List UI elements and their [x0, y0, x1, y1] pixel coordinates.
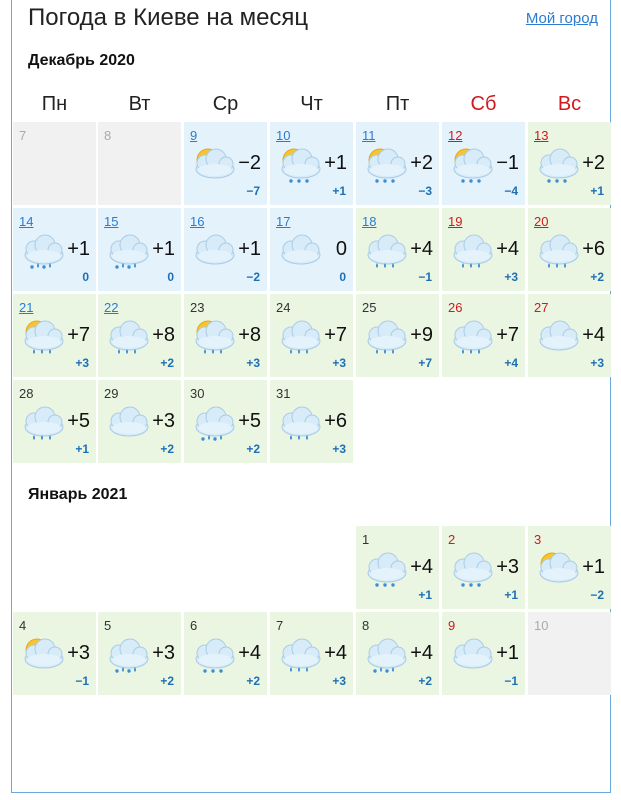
day-cell[interactable] — [442, 294, 525, 377]
day-number: 1 — [362, 532, 370, 547]
day-cell[interactable] — [528, 122, 611, 205]
day-cell[interactable] — [356, 122, 439, 205]
day-cell[interactable] — [356, 294, 439, 377]
cloud-icon — [362, 228, 412, 274]
night-temperature: +4 — [504, 356, 518, 370]
sun-cloud-icon — [276, 142, 326, 188]
day-number[interactable]: 11 — [362, 128, 376, 143]
page-title: Погода в Киеве на месяц — [28, 4, 309, 31]
month-title: Январь 2021 — [28, 486, 128, 503]
day-temperature: +2 — [410, 152, 433, 174]
day-number[interactable]: 20 — [534, 214, 549, 229]
day-number[interactable]: 17 — [276, 214, 291, 229]
day-temperature: +2 — [582, 152, 605, 174]
cloud-icon — [190, 400, 240, 446]
day-cell[interactable] — [528, 294, 611, 377]
day-temperature: +4 — [496, 238, 519, 260]
day-temperature: +1 — [324, 152, 347, 174]
night-temperature: +3 — [590, 356, 604, 370]
night-temperature: −4 — [504, 184, 518, 198]
day-number: 30 — [190, 386, 205, 401]
day-temperature: +1 — [238, 238, 261, 260]
day-temperature: −2 — [238, 152, 261, 174]
day-cell[interactable] — [442, 208, 525, 291]
night-temperature: +1 — [332, 184, 346, 198]
cloud-icon — [534, 228, 584, 274]
cloud-icon — [362, 546, 412, 592]
cloud-icon — [448, 314, 498, 360]
day-number: 8 — [104, 128, 112, 143]
day-cell[interactable] — [184, 208, 267, 291]
day-number: 6 — [190, 618, 198, 633]
sun-cloud-icon — [362, 142, 412, 188]
cloud-icon — [104, 632, 154, 678]
day-number[interactable]: 18 — [362, 214, 377, 229]
day-number[interactable]: 22 — [104, 300, 119, 315]
day-temperature: +8 — [152, 324, 175, 346]
day-cell[interactable] — [270, 208, 353, 291]
day-cell[interactable] — [98, 294, 181, 377]
day-cell[interactable] — [184, 612, 267, 695]
cloud-icon — [448, 632, 498, 678]
weekday-header: Сб — [470, 93, 497, 115]
day-number: 26 — [448, 300, 463, 315]
night-temperature: +2 — [246, 442, 260, 456]
day-temperature: +1 — [496, 642, 519, 664]
day-number: 10 — [534, 618, 549, 633]
day-number: 27 — [534, 300, 549, 315]
cloud-icon — [362, 632, 412, 678]
day-temperature: +4 — [410, 642, 433, 664]
weekday-header: Пн — [41, 93, 68, 115]
cloud-icon — [276, 228, 326, 274]
day-number[interactable]: 16 — [190, 214, 205, 229]
day-temperature: +6 — [324, 410, 347, 432]
night-temperature: +2 — [246, 674, 260, 688]
day-cell[interactable] — [270, 380, 353, 463]
day-cell[interactable] — [13, 208, 96, 291]
day-cell[interactable] — [356, 208, 439, 291]
day-cell[interactable] — [270, 122, 353, 205]
cloud-icon — [276, 314, 326, 360]
night-temperature: −2 — [246, 270, 260, 284]
day-cell[interactable] — [356, 612, 439, 695]
day-cell[interactable] — [13, 380, 96, 463]
day-temperature: −1 — [496, 152, 519, 174]
night-temperature: +3 — [246, 356, 260, 370]
day-number: 2 — [448, 532, 456, 547]
day-number: 28 — [19, 386, 34, 401]
day-cell[interactable] — [184, 380, 267, 463]
day-cell[interactable] — [98, 380, 181, 463]
day-temperature: +1 — [67, 238, 90, 260]
day-number: 7 — [19, 128, 27, 143]
night-temperature: 0 — [167, 270, 174, 284]
day-cell — [98, 122, 181, 205]
night-temperature: +2 — [160, 356, 174, 370]
day-temperature: +4 — [410, 238, 433, 260]
night-temperature: +2 — [160, 442, 174, 456]
night-temperature: −1 — [75, 674, 89, 688]
night-temperature: +1 — [590, 184, 604, 198]
day-cell[interactable] — [356, 526, 439, 609]
cloud-icon — [534, 314, 584, 360]
night-temperature: +3 — [332, 356, 346, 370]
cloud-icon — [448, 546, 498, 592]
night-temperature: −2 — [590, 588, 604, 602]
night-temperature: +2 — [160, 674, 174, 688]
day-number: 31 — [276, 386, 291, 401]
sun-cloud-icon — [19, 314, 69, 360]
day-temperature: +7 — [324, 324, 347, 346]
day-cell[interactable] — [184, 122, 267, 205]
day-temperature: +5 — [67, 410, 90, 432]
day-number: 7 — [276, 618, 284, 633]
day-cell[interactable] — [13, 612, 96, 695]
night-temperature: −1 — [418, 270, 432, 284]
night-temperature: +3 — [332, 674, 346, 688]
month-title: Декабрь 2020 — [28, 52, 135, 69]
day-temperature: +4 — [238, 642, 261, 664]
cloud-icon — [104, 400, 154, 446]
day-number: 23 — [190, 300, 205, 315]
day-cell[interactable] — [442, 122, 525, 205]
day-cell[interactable] — [98, 208, 181, 291]
day-temperature: +6 — [582, 238, 605, 260]
day-number: 4 — [19, 618, 27, 633]
night-temperature: +1 — [418, 588, 432, 602]
day-cell[interactable] — [528, 526, 611, 609]
night-temperature: −3 — [418, 184, 432, 198]
day-number[interactable]: 21 — [19, 300, 34, 315]
cloud-icon — [104, 314, 154, 360]
sun-cloud-icon — [190, 142, 240, 188]
day-cell[interactable] — [184, 294, 267, 377]
night-temperature: 0 — [82, 270, 89, 284]
day-number[interactable]: 12 — [448, 128, 463, 143]
weekday-header: Вс — [557, 93, 582, 115]
night-temperature: −7 — [246, 184, 260, 198]
day-temperature: +1 — [152, 238, 175, 260]
sun-cloud-icon — [19, 632, 69, 678]
day-temperature: +5 — [238, 410, 261, 432]
day-temperature: +3 — [152, 410, 175, 432]
day-temperature: +4 — [324, 642, 347, 664]
cloud-icon — [534, 142, 584, 188]
day-number: 25 — [362, 300, 377, 315]
day-cell[interactable] — [442, 612, 525, 695]
day-number: 9 — [448, 618, 456, 633]
day-temperature: +1 — [582, 556, 605, 578]
day-number: 29 — [104, 386, 119, 401]
cloud-icon — [104, 228, 154, 274]
cloud-icon — [362, 314, 412, 360]
day-cell[interactable] — [442, 526, 525, 609]
day-number: 24 — [276, 300, 291, 315]
cloud-icon — [276, 400, 326, 446]
day-temperature: +4 — [582, 324, 605, 346]
day-number[interactable]: 19 — [448, 214, 463, 229]
day-number[interactable]: 14 — [19, 214, 34, 229]
cloud-icon — [19, 228, 69, 274]
day-temperature: +3 — [67, 642, 90, 664]
day-number[interactable]: 15 — [104, 214, 119, 229]
night-temperature: −1 — [504, 674, 518, 688]
weekday-header: Вт — [128, 93, 151, 115]
night-temperature: +3 — [504, 270, 518, 284]
day-number[interactable]: 13 — [534, 128, 549, 143]
sun-cloud-icon — [448, 142, 498, 188]
day-cell — [528, 612, 611, 695]
my-city-link[interactable]: Мой город — [525, 10, 598, 27]
day-temperature: +3 — [152, 642, 175, 664]
cloud-icon — [276, 632, 326, 678]
day-number: 3 — [534, 532, 542, 547]
day-cell[interactable] — [98, 612, 181, 695]
night-temperature: 0 — [339, 270, 346, 284]
day-cell[interactable] — [13, 294, 96, 377]
day-temperature: +9 — [410, 324, 433, 346]
night-temperature: +2 — [418, 674, 432, 688]
sun-cloud-icon — [534, 546, 584, 592]
day-cell[interactable] — [528, 208, 611, 291]
weekday-header: Ср — [212, 93, 239, 115]
night-temperature: +7 — [418, 356, 432, 370]
day-number[interactable]: 10 — [276, 128, 291, 143]
night-temperature: +2 — [590, 270, 604, 284]
sun-cloud-icon — [190, 314, 240, 360]
weekday-header: Чт — [300, 93, 323, 115]
day-temperature: +7 — [496, 324, 519, 346]
night-temperature: +3 — [332, 442, 346, 456]
day-cell — [13, 122, 96, 205]
day-number: 8 — [362, 618, 370, 633]
night-temperature: +1 — [75, 442, 89, 456]
night-temperature: +1 — [504, 588, 518, 602]
cloud-icon — [190, 632, 240, 678]
day-number[interactable]: 9 — [190, 128, 198, 143]
day-temperature: +3 — [496, 556, 519, 578]
header — [28, 4, 598, 34]
weekday-header: Пт — [385, 93, 410, 115]
night-temperature: +3 — [75, 356, 89, 370]
day-temperature: 0 — [335, 238, 347, 260]
day-temperature: +7 — [67, 324, 90, 346]
day-cell[interactable] — [270, 294, 353, 377]
cloud-icon — [19, 400, 69, 446]
cloud-icon — [190, 228, 240, 274]
day-temperature: +8 — [238, 324, 261, 346]
day-cell[interactable] — [270, 612, 353, 695]
day-number: 5 — [104, 618, 112, 633]
day-temperature: +4 — [410, 556, 433, 578]
cloud-icon — [448, 228, 498, 274]
